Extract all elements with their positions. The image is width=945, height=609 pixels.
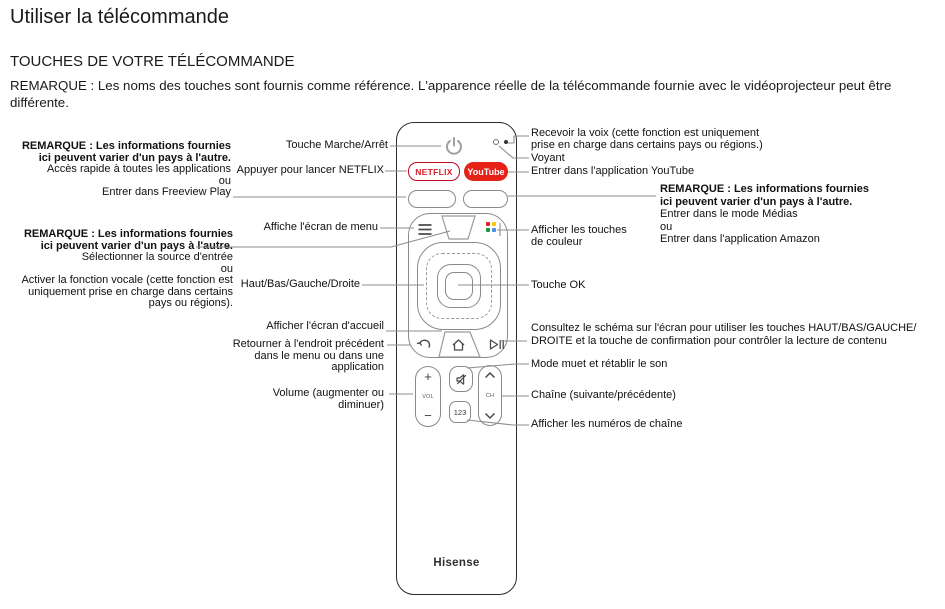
hisense-logo: Hisense [433,557,480,569]
callout-back-line1: Retourner à l'endroit précédent [232,338,384,350]
nav-plate [408,213,508,358]
volume-rocker [415,366,441,427]
callout-note3-line2: ou [660,220,673,233]
callout-netflix-text: Appuyer pour lancer NETFLIX [236,164,384,176]
callout-note3 [660,183,869,246]
callout-voice-line1: Recevoir la voix (cette fonction est uniquement [531,127,760,139]
callout-back-line2: dans le menu ou dans une [254,349,384,362]
callout-power [286,140,388,152]
volume-plus-label: + [424,369,432,384]
note-paragraph: REMARQUE : Les noms des touches sont fournis comme référence. L'apparence réelle de la télécommande fournie avec le vidéoprojecteur peut être différente. [10,78,892,110]
netflix-button: NETFLIX [408,162,460,181]
mute-button [449,366,473,392]
input-source-key [442,216,475,239]
mute-icon [455,373,468,386]
callout-note1-bold2: ici peuvent varier d'un pays à l'autre. [38,151,231,164]
power-icon [443,135,465,157]
callout-note2-line4: uniquement prise en charge dans certains [28,285,233,298]
youtube-button: YouTube [464,162,508,181]
callout-voice [531,127,763,151]
callout-note2 [21,229,233,310]
callout-mute [531,359,667,371]
callout-indicator-text: Voyant [531,152,565,164]
callout-menu [264,222,378,234]
callout-note2-bold2: ici peuvent varier d'un pays à l'autre. [40,239,233,252]
home-icon [451,338,466,352]
callout-note1-line2: ou [218,174,231,187]
callout-note2-line2: ou [220,262,233,275]
callout-color-keys-line1: Afficher les touches [531,224,627,236]
callout-note1-line1: Accès rapide à toutes les applications [46,163,231,175]
callout-channel-text: Chaîne (suivante/précédente) [531,389,676,401]
callout-note3-line3: Entrer dans l'application Amazon [660,233,820,245]
callout-youtube-text: Entrer dans l'application YouTube [531,165,695,177]
indicator-led [493,139,499,145]
callout-note1-line3: Entrer dans Freeview Play [102,186,231,198]
callout-note2-bold1: REMARQUE : Les informations fournies [23,228,233,240]
channel-label: CH [485,392,495,399]
callout-back [233,339,384,374]
callout-voice-line2: prise en charge dans certains pays ou régions.) [531,139,763,151]
callout-mute-text: Mode muet et rétablir le son [531,358,668,370]
chevron-up-icon [484,371,496,379]
callout-netflix [237,165,384,177]
callout-channel-numbers-text: Afficher les numéros de chaîne [531,418,683,430]
callout-menu-text: Affiche l'écran de menu [263,221,378,233]
ok-button [445,272,473,300]
play-pause-icon [489,338,505,351]
numbers-button: 123 [449,401,471,423]
color-keys-icon [486,222,496,232]
callout-youtube [531,166,694,178]
menu-icon [417,222,433,237]
callout-home-text: Afficher l'écran d'accueil [266,320,384,332]
callout-ok-text: Touche OK [531,279,586,291]
app-button-left [408,190,456,208]
callout-note2-line3: Activer la fonction vocale (cette fonction est [21,274,233,286]
mic-dot [504,140,508,144]
remote-body [396,122,517,595]
blue-key-dot [492,228,496,232]
callout-dpad [241,279,360,291]
callout-volume [273,387,384,411]
channel-rocker [478,365,502,426]
callout-playback-line1: Consultez le schéma sur l'écran pour utiliser les touches HAUT/BAS/GAUCHE/ [531,322,917,334]
callout-back-line3: application [331,361,384,373]
callout-note2-line1: Sélectionner la source d'entrée [81,251,233,263]
callout-indicator [531,153,565,165]
green-key-dot [486,228,490,232]
callout-note1-bold1: REMARQUE : Les informations fournies [21,140,231,152]
volume-minus-label: − [424,408,432,423]
callout-dpad-text: Haut/Bas/Gauche/Droite [240,278,360,290]
callout-channel [531,390,676,402]
yellow-key-dot [492,222,496,226]
callout-note3-line1: Entrer dans le mode Médias [660,208,798,220]
callout-home [266,321,384,333]
page-title: Utiliser la télécommande [10,6,229,28]
chevron-down-icon [484,412,496,420]
callout-power-text: Touche Marche/Arrêt [285,139,388,151]
callout-color-keys-line2: de couleur [531,236,583,248]
volume-label: VOL [422,393,434,400]
red-key-dot [486,222,490,226]
callout-playback-line2: DROITE et la touche de confirmation pour contrôler la lecture de contenu [531,334,887,347]
callout-note3-bold2: ici peuvent varier d'un pays à l'autre. [660,195,853,208]
app-button-right [463,190,508,208]
section-heading: TOUCHES DE VOTRE TÉLÉCOMMANDE [10,53,295,70]
back-icon [416,337,432,353]
callout-volume-line2: diminuer) [338,399,384,411]
callout-playback [531,322,916,347]
callout-volume-line1: Volume (augmenter ou [272,387,384,399]
callout-channel-numbers [531,419,682,431]
callout-note2-line5: pays ou régions). [148,297,233,309]
callout-ok [531,280,585,292]
callout-note3-bold1: REMARQUE : Les informations fournies [660,183,870,195]
callout-note1 [22,141,231,199]
callout-color-keys [531,224,627,248]
